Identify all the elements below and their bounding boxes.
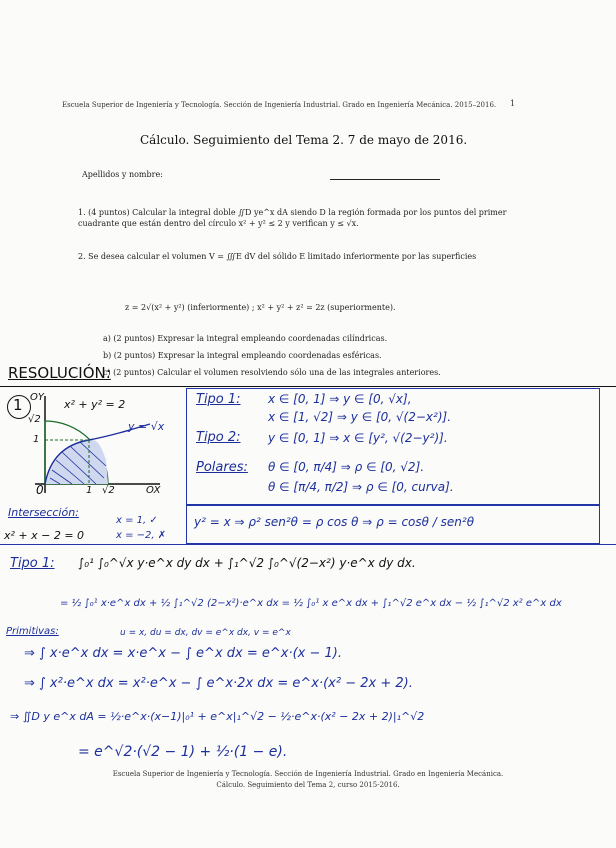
tipo1-label: Tipo 1: (196, 392, 241, 407)
final-result-2: = e^√2·(√2 − 1) + ½·(1 − e). (78, 744, 288, 760)
interseccion-root2: x = −2, ✗ (116, 530, 167, 541)
tick-1-y: 1 (33, 434, 40, 445)
problem-2-equation: z = 2√(x² + y²) (inferiormente) ; x² + y² + z² = 2z (superiormente). (125, 303, 396, 312)
t1-integral-step2: = ½ ∫₀¹ x·e^x dx + ½ ∫₁^√2 (2−x²)·e^x dx = ½ ∫₀¹ x e^x dx + ∫₁^√2 e^x dx − ½ ∫₁^√2 x² e^x dx (60, 598, 562, 609)
page-number: 1 (510, 99, 516, 108)
polares-line2: θ ∈ [π/4, π/2] ⇒ ρ ∈ [0, curva]. (268, 480, 454, 494)
primitive-2: ⇒ ∫ x²·e^x dx = x²·e^x − ∫ e^x·2x dx = e^x·(x² − 2x + 2). (24, 676, 413, 691)
name-label: Apellidos y nombre: (82, 170, 163, 179)
footer-line-1: Escuela Superior de Ingeniería y Tecnología. Sección de Ingeniería Industrial. Grado en Ingeniería Mecánica. (112, 770, 504, 778)
t1-integral: ∫₀¹ ∫₀^√x y·e^x dy dx + ∫₁^√2 ∫₀^√(2−x²) y·e^x dy dx. (78, 556, 416, 570)
tick-sqrt2-y: √2 (28, 414, 41, 425)
parts-substitution: u = x, du = dx, dv = e^x dx, v = e^x (120, 628, 291, 638)
tipo1-line1: x ∈ [0, 1] ⇒ y ∈ [0, √x], (268, 392, 412, 406)
tick-1-x: 1 (86, 485, 93, 496)
footer-line-2: Cálculo. Seguimiento del Tema 2, curso 2015-2016. (216, 781, 400, 789)
polares-label: Polares: (196, 460, 248, 475)
tick-0: 0 (36, 483, 44, 497)
interseccion-root1: x = 1, ✓ (116, 515, 158, 526)
polar-curve-derivation: y² = x ⇒ ρ² sen²θ = ρ cos θ ⇒ ρ = cosθ / sen²θ (194, 515, 475, 529)
final-result-1: ⇒ ∬D y e^x dA = ½·e^x·(x−1)|₀¹ + e^x|₁^√2 − ½·e^x·(x² − 2x + 2)|₁^√2 (10, 710, 425, 723)
t1-integral-label: Tipo 1: (10, 556, 55, 571)
polares-line1: θ ∈ [0, π/4] ⇒ ρ ∈ [0, √2]. (268, 460, 425, 474)
problem-2c: c) (2 puntos) Calcular el volumen resolviendo sólo una de las integrales anteriores. (103, 368, 441, 377)
exam-title: Cálculo. Seguimiento del Tema 2. 7 de mayo de 2016. (140, 133, 468, 147)
circle-equation: x² + y² = 2 (64, 398, 126, 411)
tick-sqrt2-x: √2 (102, 485, 115, 496)
resolution-divider (0, 386, 616, 387)
header-text: Escuela Superior de Ingeniería y Tecnología. Sección de Ingeniería Industrial. Grado en Ingeniería Mecánica. 2015–2016. (62, 101, 497, 109)
problem-2b: b) (2 puntos) Expresar la integral empleando coordenadas esféricas. (103, 351, 382, 360)
interseccion-label: Intersección: (8, 506, 79, 519)
axis-oy: OY (30, 392, 44, 403)
problem-number: 1 (13, 396, 23, 414)
section-divider (0, 544, 616, 545)
axis-ox: OX (146, 485, 161, 496)
interseccion-eq: x² + x − 2 = 0 (4, 529, 85, 542)
problem-2a: a) (2 puntos) Expresar la integral empleando coordenadas cilíndricas. (103, 334, 388, 343)
tipo2-label: Tipo 2: (196, 430, 241, 445)
curve-equation: y = √x (128, 420, 165, 433)
tipo1-line2: x ∈ [1, √2] ⇒ y ∈ [0, √(2−x²)]. (268, 410, 452, 424)
problem-1: 1. (4 puntos) Calcular la integral doble ∬D ye^x dA siendo D la región formada por los puntos del primer cuadrante que están dentro del círculo x² + y² ≤ 2 y verifican y ≤ √x. (78, 208, 507, 228)
primitive-1: ⇒ ∫ x·e^x dx = x·e^x − ∫ e^x dx = e^x·(x − 1). (24, 646, 342, 661)
problem-2-intro: 2. Se desea calcular el volumen V = ∭E dV del sólido E limitado inferiormente por las superficies (78, 252, 477, 261)
tipo2-line1: y ∈ [0, 1] ⇒ x ∈ [y², √(2−y²)]. (268, 431, 448, 445)
primitivas-label: Primitivas: (6, 626, 59, 637)
name-line (330, 179, 440, 180)
resolution-heading: RESOLUCIÓN: (8, 364, 111, 382)
